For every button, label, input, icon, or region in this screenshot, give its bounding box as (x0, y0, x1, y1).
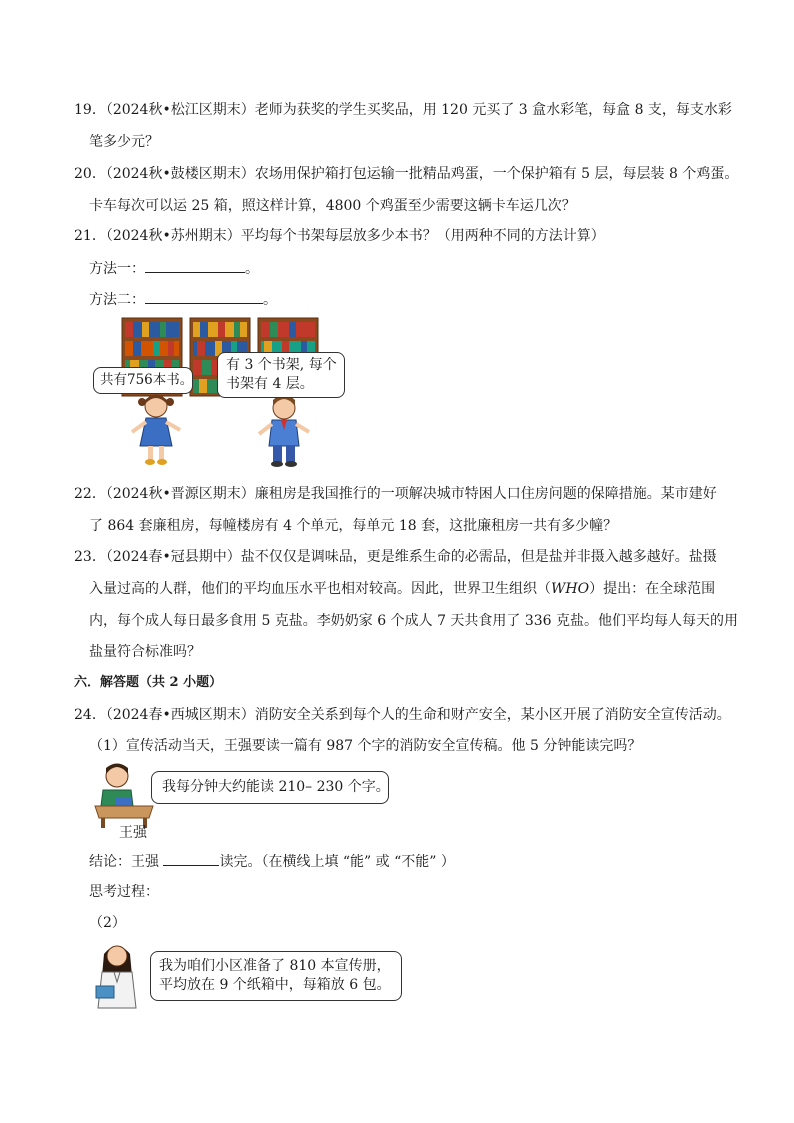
q20-line2: 卡车每次可以运 25 箱，照这样计算，4800 个鸡蛋至少需要这辆卡车运几次？ (89, 198, 576, 214)
student-speech-bubble (151, 771, 389, 804)
teacher-speech-line1: 我为咱们小区准备了 810 本宣传册， (159, 958, 391, 974)
q19-line1: 19．（2024秋•松江区期末）老师为获奖的学生买奖品，用 120 元买了 3 盒水彩笔，每盒 8 支，每支水彩 (74, 102, 732, 118)
q24-conclusion (89, 851, 455, 872)
q24-part2: （2） (89, 915, 126, 931)
girl-icon (126, 392, 186, 468)
student-at-desk-icon (93, 762, 155, 828)
method1-label: 方法一： (89, 261, 145, 277)
q23-line2b-text: ）提出：在全球范围 (589, 581, 716, 597)
boy-icon (255, 394, 313, 470)
conclusion-prefix: 结论：王强 (89, 854, 164, 870)
q23-line1: 23．（2024春•冠县期中）盐不仅仅是调味品，更是维系生命的必需品，但是盐并非摄入越多越好。盐摄 (74, 549, 717, 565)
method1-blank[interactable] (145, 258, 245, 273)
method2-period: 。 (263, 292, 277, 308)
boy-speech-line1: 有 3 个书架, 每个 (226, 357, 337, 373)
q24-part1: （1）宣传活动当天，王强要读一篇有 987 个字的消防安全宣传稿。他 5 分钟能读完吗？ (89, 738, 642, 754)
q22-line1: 22．（2024秋•晋源区期末）廉租房是我国推行的一项解决城市特困人口住房问题的保障措施。某市建好 (74, 486, 717, 502)
teacher-icon (94, 942, 140, 1010)
boy-speech-bubble (217, 352, 345, 398)
who-abbrev: WHO (551, 581, 590, 597)
student-speech-text: 我每分钟大约能读 210– 230 个字。 (162, 779, 390, 795)
q24-line1: 24．（2024春•西城区期末）消防安全关系到每个人的生命和财产安全，某小区开展了消防安全宣传活动。 (74, 707, 731, 723)
q23-line2 (89, 579, 715, 599)
q23-line3: 内，每个成人每日最多食用 5 克盐。李奶奶家 6 个成人 7 天共食用了 336 克盐。他们平均每人每天的用 (89, 613, 739, 629)
teacher-speech-line2: 平均放在 9 个纸箱中，每箱放 6 包。 (159, 977, 391, 993)
q23-line4: 盐量符合标准吗？ (89, 644, 201, 660)
girl-speech-text: 共有756本书。 (100, 372, 194, 388)
q19-line2: 笔多少元？ (89, 134, 159, 150)
q21-method2-row (89, 289, 277, 310)
conclusion-blank[interactable] (163, 851, 219, 866)
q21-line1: 21．（2024秋•苏州期末）平均每个书架每层放多少本书？（用两种不同的方法计算） (74, 228, 605, 244)
teacher-speech-bubble (150, 951, 402, 1001)
method1-period: 。 (245, 261, 259, 277)
q21-method1-row (89, 258, 259, 279)
method2-label: 方法二： (89, 292, 145, 308)
method2-blank[interactable] (145, 289, 263, 304)
q22-line2: 了 864 套廉租房，每幢楼房有 4 个单元，每单元 18 套，这批廉租房一共有多少幢？ (89, 518, 618, 534)
section-heading: 六．解答题（共 2 小题） (74, 675, 223, 690)
boy-speech-line2: 书架有 4 层。 (226, 376, 314, 392)
girl-speech-bubble (93, 367, 193, 394)
student-name-label: 王强 (119, 825, 147, 841)
conclusion-suffix: 读完。（在横线上填 “能” 或 “不能” ） (219, 854, 455, 870)
q20-line1: 20．（2024秋•鼓楼区期末）农场用保护箱打包运输一批精品鸡蛋，一个保护箱有 5 层，每层装 8 个鸡蛋。 (74, 166, 739, 182)
thinking-label: 思考过程： (89, 884, 159, 900)
q23-line2-text: 入量过高的人群，他们的平均血压水平也相对较高。因此，世界卫生组织（ (89, 581, 551, 597)
